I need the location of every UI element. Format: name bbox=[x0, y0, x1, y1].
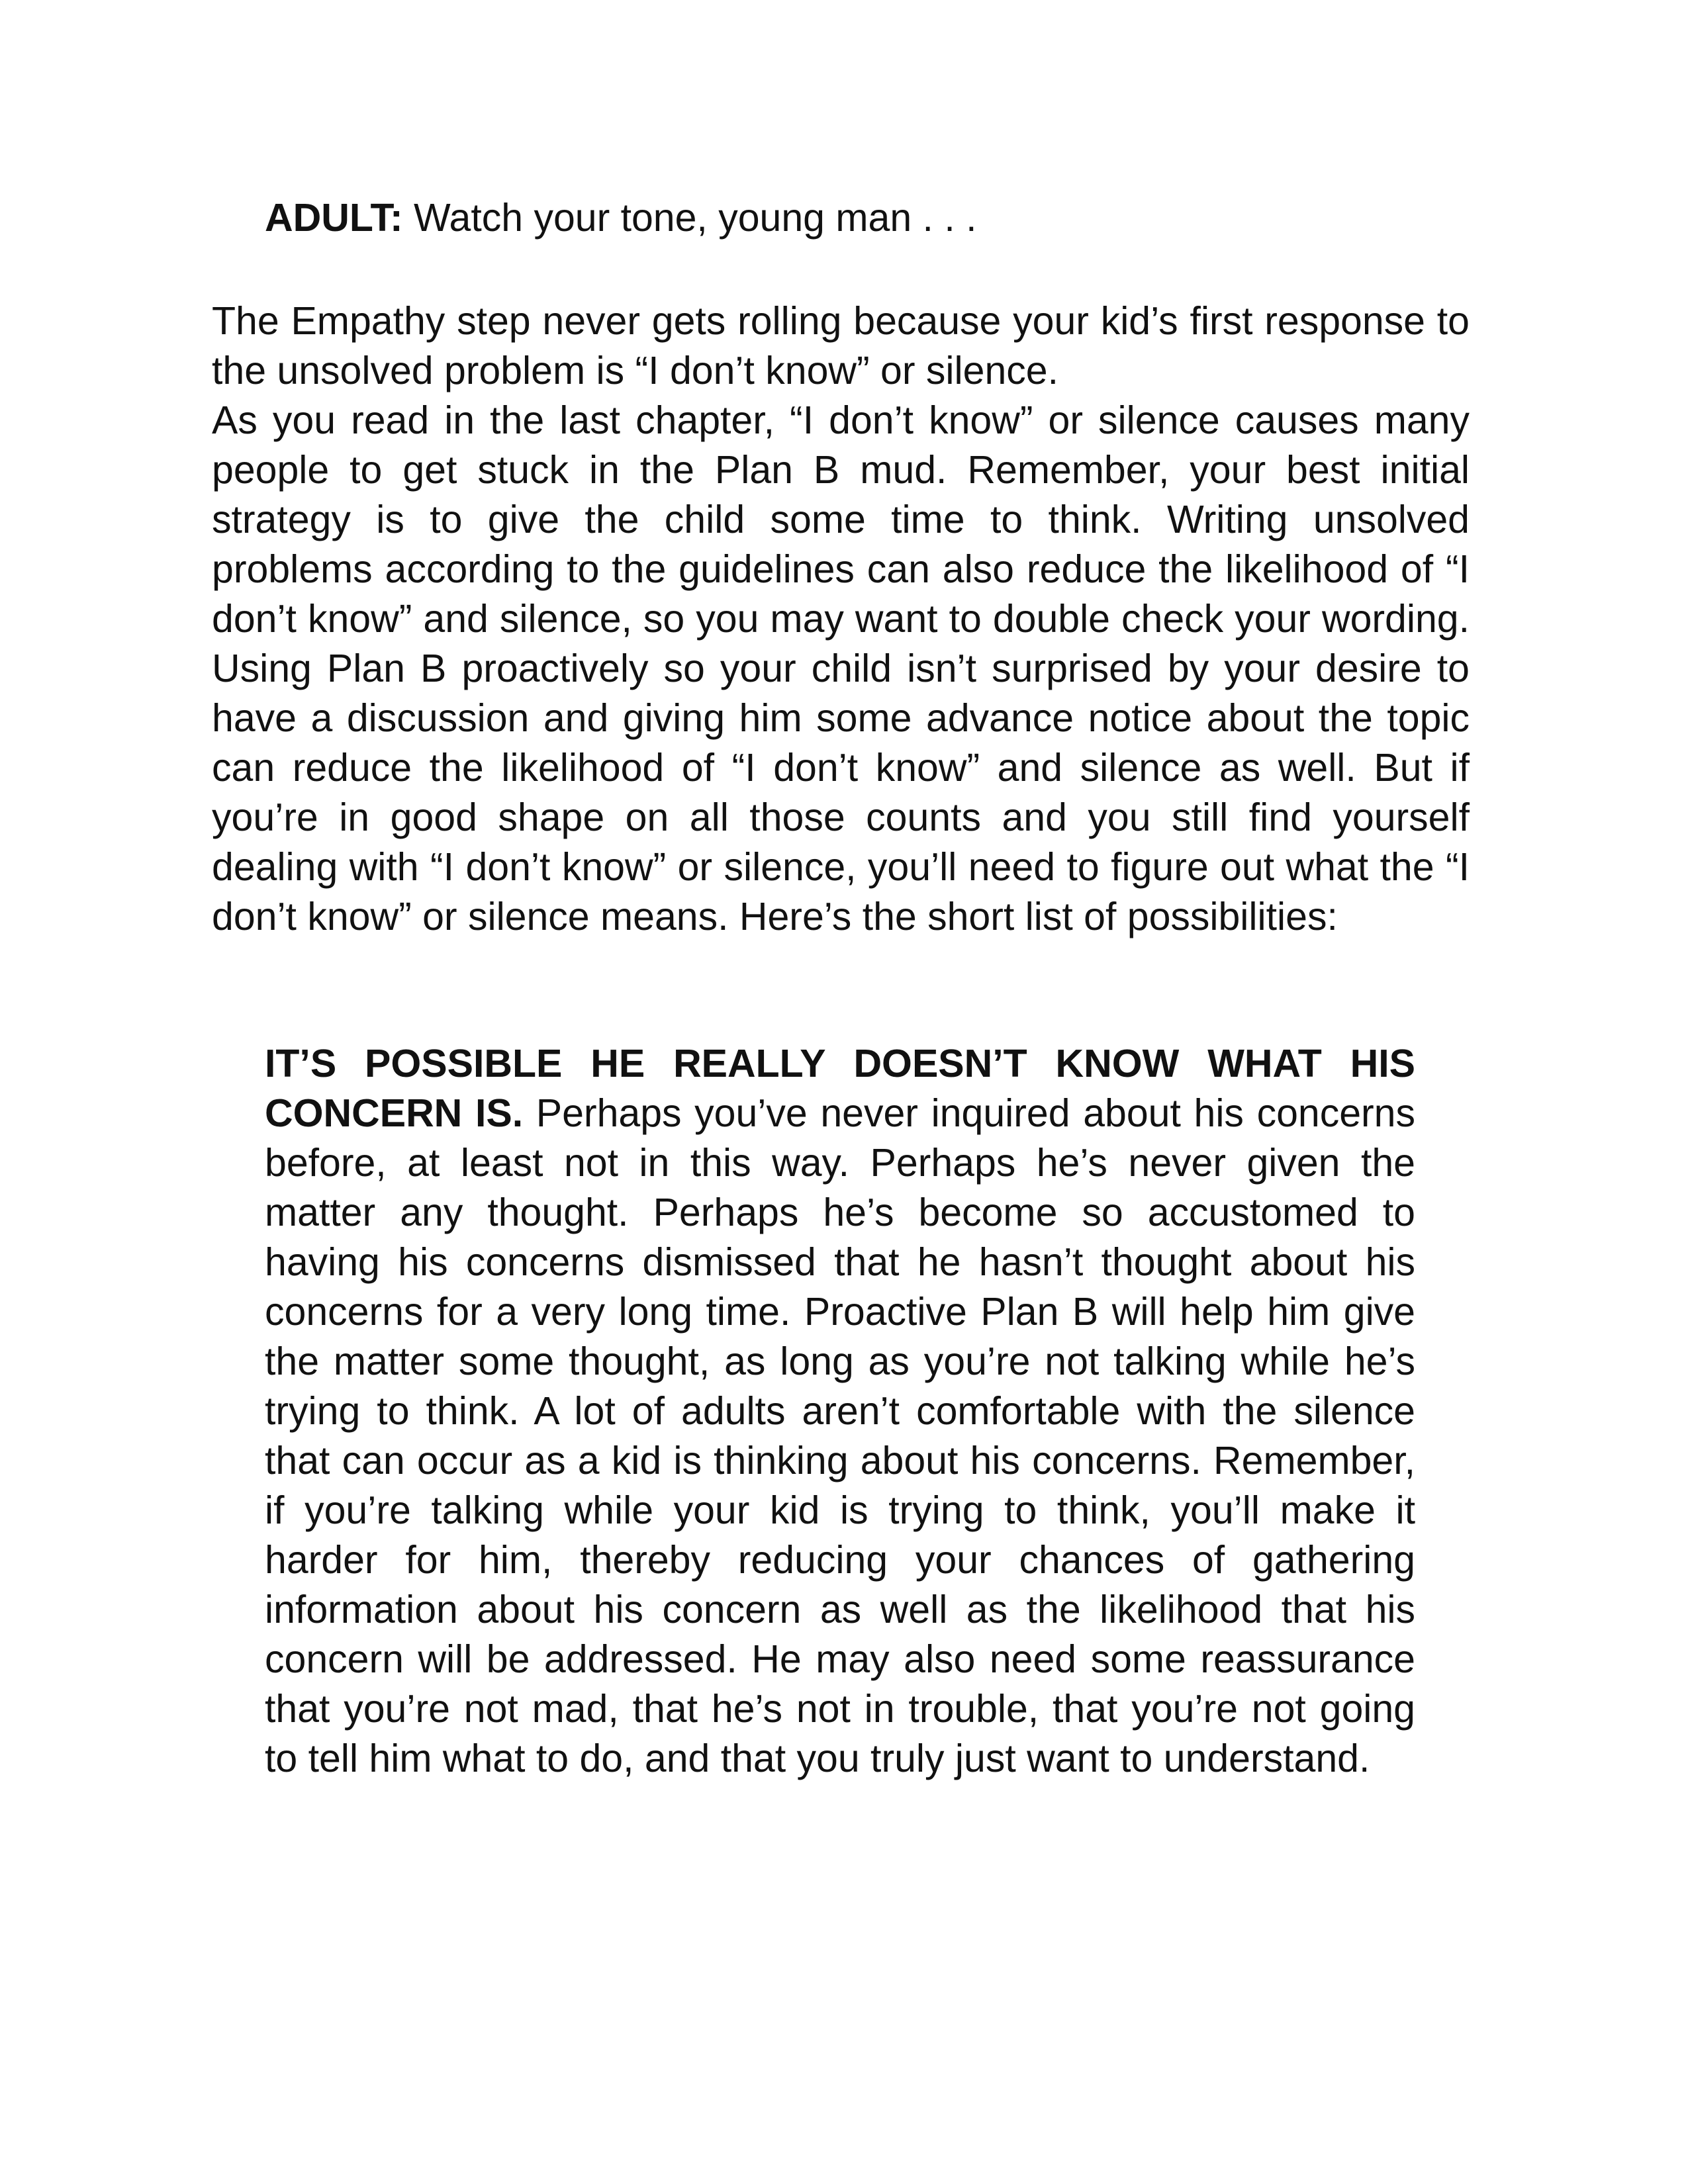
possibility-paragraph bbox=[265, 1039, 1415, 1784]
body-text bbox=[212, 296, 1470, 942]
paragraph-1: The Empathy step never gets rolling because your kid’s first response to the unsolved problem is “I don’t know” or silence. bbox=[212, 299, 1470, 392]
dialogue-line bbox=[265, 193, 1430, 243]
dialogue-speaker: ADULT: bbox=[265, 196, 403, 240]
possibility-heading: IT’S POSSIBLE HE REALLY DOESN’T KNOW WHAT HIS CONCERN IS. bbox=[265, 1042, 1415, 1135]
dialogue-text: Watch your tone, young man . . . bbox=[402, 196, 977, 240]
possibility-text: Perhaps you’ve never inquired about his concerns before, at least not in this way. Perhaps he’s never given the matter any thought. Perhaps he’s become so accustomed to having his concerns dismissed that he hasn’t thought about his concerns for a very long time. Proactive Plan B will help him give the matter some thought, as long as you’re not talking while he’s trying to think. A lot of adults aren’t comfortable with the silence that can occur as a kid is thinking about his concerns. Remember, if you’re talking while your kid is trying to think, you’ll make it harder for him, thereby reducing your chances of gathering information about his concern as well as the likelihood that his concern will be addressed. He may also need some reassurance that you’re not mad, that he’s not in trouble, that you’re not going to tell him what to do, and that you truly just want to understand. bbox=[265, 1091, 1415, 1780]
paragraph-2: As you read in the last chapter, “I don’t know” or silence causes many people to get stuck in the Plan B mud. Remember, your best initial strategy is to give the child some time to think. Writing unsolved problems according to the guidelines can also reduce the likelihood of “I don’t know” and silence, so you may want to double check your wording. Using Plan B proactively so your child isn’t surprised by your desire to have a discussion and giving him some advance notice about the topic can reduce the likelihood of “I don’t know” and silence as well. But if you’re in good shape on all those counts and you still find yourself dealing with “I don’t know” or silence, you’ll need to figure out what the “I don’t know” or silence means. Here’s the short list of possibilities: bbox=[212, 398, 1470, 938]
